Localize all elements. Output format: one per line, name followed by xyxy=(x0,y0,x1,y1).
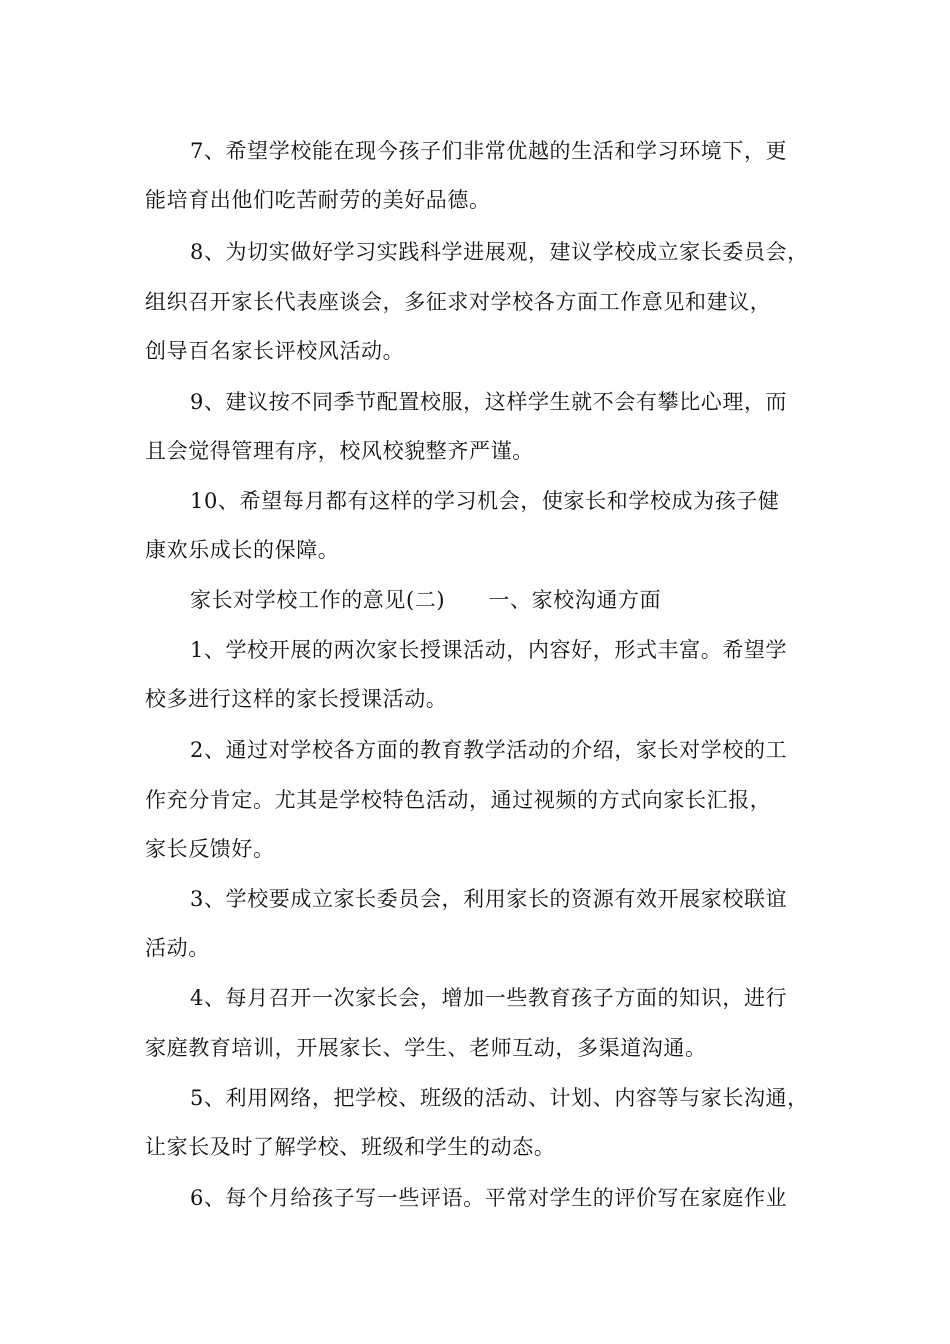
paragraph-8-line-2: 组织召开家长代表座谈会，多征求对学校各方面工作意见和建议， xyxy=(145,290,772,314)
item-3-line-1: 3、学校要成立家长委员会，利用家长的资源有效开展家校联谊 xyxy=(190,887,788,911)
item-2-line-2: 作充分肯定。尤其是学校特色活动，通过视频的方式向家长汇报， xyxy=(145,788,772,812)
paragraph-8-line-1: 8、为切实做好学习实践科学进展观，建议学校成立家长委员会， xyxy=(190,240,809,264)
section-heading: 家长对学校工作的意见(二) 一、家校沟通方面 xyxy=(190,588,662,612)
paragraph-8-line-3: 创导百名家长评校风活动。 xyxy=(145,339,405,363)
paragraph-10-line-1: 10、希望每月都有这样的学习机会，使家长和学校成为孩子健 xyxy=(190,489,780,513)
item-4-line-2: 家庭教育培训，开展家长、学生、老师互动，多渠道沟通。 xyxy=(145,1036,707,1060)
paragraph-7-line-2: 能培育出他们吃苦耐劳的美好品德。 xyxy=(145,188,491,212)
item-1-line-2: 校多进行这样的家长授课活动。 xyxy=(145,687,448,711)
item-3-line-2: 活动。 xyxy=(145,936,210,960)
item-6-line-1: 6、每个月给孩子写一些评语。平常对学生的评价写在家庭作业 xyxy=(190,1186,788,1210)
item-2-line-3: 家长反馈好。 xyxy=(145,837,275,861)
paragraph-9-line-2: 且会觉得管理有序，校风校貌整齐严谨。 xyxy=(145,439,534,463)
item-2-line-1: 2、通过对学校各方面的教育教学活动的介绍，家长对学校的工 xyxy=(190,738,788,762)
paragraph-7-line-1: 7、希望学校能在现今孩子们非常优越的生活和学习环境下，更 xyxy=(190,139,788,163)
item-5-line-1: 5、利用网络，把学校、班级的活动、计划、内容等与家长沟通， xyxy=(190,1086,809,1110)
item-5-line-2: 让家长及时了解学校、班级和学生的动态。 xyxy=(145,1135,556,1159)
item-1-line-1: 1、学校开展的两次家长授课活动，内容好，形式丰富。希望学 xyxy=(190,638,788,662)
item-4-line-1: 4、每月召开一次家长会，增加一些教育孩子方面的知识，进行 xyxy=(190,986,788,1010)
paragraph-10-line-2: 康欢乐成长的保障。 xyxy=(145,538,340,562)
paragraph-9-line-1: 9、建议按不同季节配置校服，这样学生就不会有攀比心理，而 xyxy=(190,390,788,414)
